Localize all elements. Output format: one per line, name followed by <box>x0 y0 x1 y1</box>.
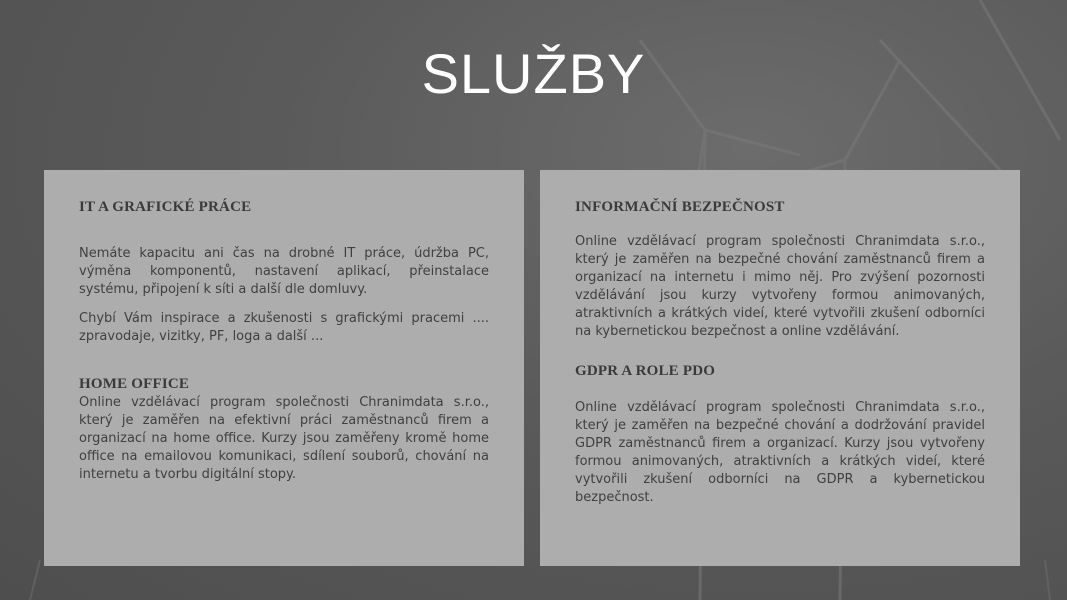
section-heading-it-graphics: IT A GRAFICKÉ PRÁCE <box>79 199 252 215</box>
section-paragraph: Online vzdělávací program společnosti Chranimdata s.r.o., který je zaměřen na bezpečné chování a dodržování pravidel GDPR zaměstnanců firem a organizací. Kurzy jsou vytvořeny formou animovaných, atraktivních a krátkých videí, které vytvořili zkušení odborníci na GDPR a kybernetickou bezpečnost. <box>575 400 985 505</box>
section-heading-home-office: HOME OFFICE <box>79 376 190 392</box>
services-panel-right <box>540 170 1020 566</box>
section-paragraph: Chybí Vám inspirace a zkušenosti s grafickými pracemi .... zpravodaje, vizitky, PF, loga a další ... <box>79 311 489 344</box>
section-heading-info-security: INFORMAČNÍ BEZPEČNOST <box>575 199 785 215</box>
services-panel-left <box>44 170 524 566</box>
section-paragraph: Online vzdělávací program společnosti Chranimdata s.r.o., který je zaměřen na bezpečné chování zaměstnanců firem a organizací na internetu i mimo něj. Pro zvýšení pozornosti vzdělávání jsou kurzy vytvořeny formou animovaných, atraktivních a krátkých videí, které vytvořili zkušení odborníci na kybernetickou bezpečnost a online vzdělávání. <box>575 234 985 339</box>
slide-title: SLUŽBY <box>421 42 646 105</box>
section-paragraph: Nemáte kapacitu ani čas na drobné IT práce, údržba PC, výměna komponentů, nastavení aplikací, přeinstalace systému, připojení k síti a další dle domluvy. <box>79 246 489 297</box>
section-heading-gdpr: GDPR A ROLE PDO <box>575 363 716 379</box>
section-paragraph: Online vzdělávací program společnosti Chranimdata s.r.o., který je zaměřen na efektivní práci zaměstnanců firem a organizací na home office. Kurzy jsou zaměřeny kromě home office na emailovou komunikaci, sdílení souborů, chování na internetu a tvorbu digitální stopy. <box>79 395 489 482</box>
